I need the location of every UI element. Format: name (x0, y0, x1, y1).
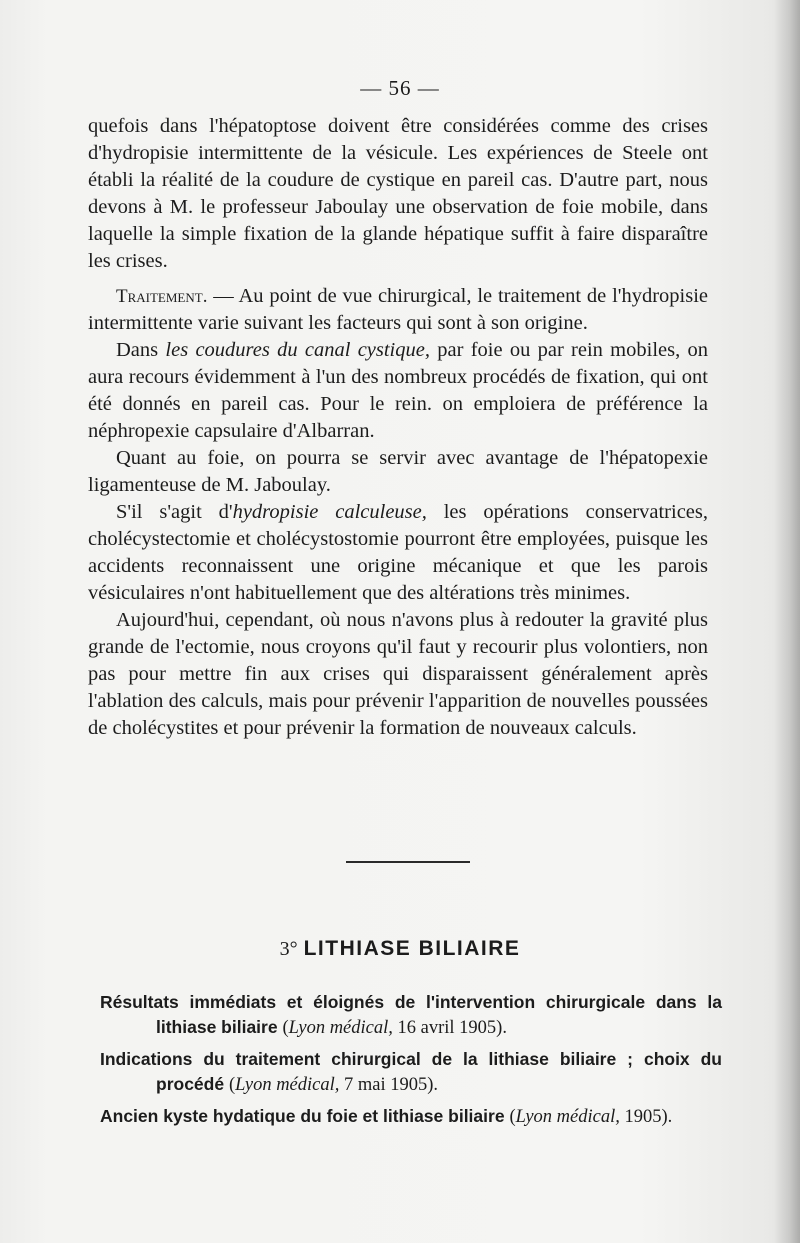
reference-source: (Lyon médical, 16 avril 1905). (282, 1018, 507, 1038)
reference-title: Ancien kyste hydatique du foie et lithiase biliaire (100, 1106, 505, 1126)
paragraph-text: S'il s'agit d' (116, 501, 233, 523)
reference-item (100, 1104, 722, 1130)
reference-source: (Lyon médical, 7 mai 1905). (228, 1075, 439, 1095)
reference-item (100, 1047, 722, 1098)
paragraph-continuation (88, 113, 708, 275)
section-number: 3° (279, 938, 298, 960)
paragraph-emphasis: hydropisie calculeuse, (232, 501, 427, 523)
paragraph-text: Dans (116, 339, 166, 361)
reference-source: (Lyon médical, 1905). (509, 1107, 673, 1127)
reference-journal: Lyon médical, (288, 1018, 393, 1038)
reference-title: Résultats immédiats et éloignés de l'intervention chirurgicale dans la lithiase biliaire (100, 992, 722, 1037)
paragraph-emphasis: les coudures du canal cystique, (165, 339, 430, 361)
reference-title: Indications du traitement chirurgical de la lithiase biliaire ; choix du procédé (100, 1049, 722, 1094)
reference-item (100, 990, 722, 1041)
paragraph-foie (88, 445, 708, 499)
paragraph-text: Quant au foie, on pourra se servir avec avantage de l'hépatopexie ligamenteuse de M. Jaboulay. (88, 447, 708, 496)
reference-journal: Lyon médical, (515, 1107, 620, 1127)
body-text (88, 113, 708, 742)
page-number: — 56 — (360, 76, 440, 100)
section-title: LITHIASE BILIAIRE (303, 937, 521, 960)
paragraph-coudures (88, 337, 708, 445)
paragraph-text: Aujourd'hui, cependant, où nous n'avons plus à redouter la gravité plus grande de l'ectomie, nous croyons qu'il faut y recourir plus volontiers, non pas pour mettre fin aux crises qui disparaissent généralement après l'ablation des calculs, mais pour prévenir l'apparition de nouvelles poussées de cholécystites et pour prévenir la formation de nouveaux calculs. (88, 609, 708, 739)
paragraph-traitement (88, 283, 708, 337)
paragraph-text: quefois dans l'hépatoptose doivent être considérées comme des crises d'hydropisie intermittente de la vésicule. Les expériences de Steele ont établi la réalité de la coudure de cystique en pareil cas. D'autre part, nous devons à M. le professeur Jaboulay une observation de foie mobile, dans laquelle la simple fixation de la glande hépatique suffit à faire disparaître les crises. (88, 115, 708, 272)
reference-journal: Lyon médical, (235, 1075, 340, 1095)
paragraph-lead: Traitement. (116, 286, 208, 307)
paragraph-text: les opérations conservatrices, cholécystectomie et cholécystostomie pourront être employées, puisque les accidents reconnaissent une origine mécanique et que les parois vésiculaires n'ont habituellement que des altérations très minimes. (88, 501, 708, 604)
reference-date: 7 mai 1905). (344, 1075, 439, 1095)
paragraph-aujourdhui (88, 607, 708, 742)
reference-date: 16 avril 1905). (397, 1018, 507, 1038)
reference-date: 1905). (624, 1107, 673, 1127)
paragraph-text: — Au point de vue chirurgical, le traitement de l'hydropisie intermittente varie suivant les facteurs qui sont à son origine. (88, 285, 708, 334)
section-heading (0, 937, 800, 961)
reference-list (100, 990, 722, 1136)
paragraph-calculeuse (88, 499, 708, 607)
paragraph-text: par foie ou par rein mobiles, on aura recours évidemment à l'un des nombreux procédés de fixation, qui ont été donnés en pareil cas. Pour le rein. on emploiera de préférence la néphropexie capsulaire d'Albarran. (88, 339, 708, 442)
page-edge-shadow (774, 0, 800, 1243)
section-divider (346, 861, 470, 863)
